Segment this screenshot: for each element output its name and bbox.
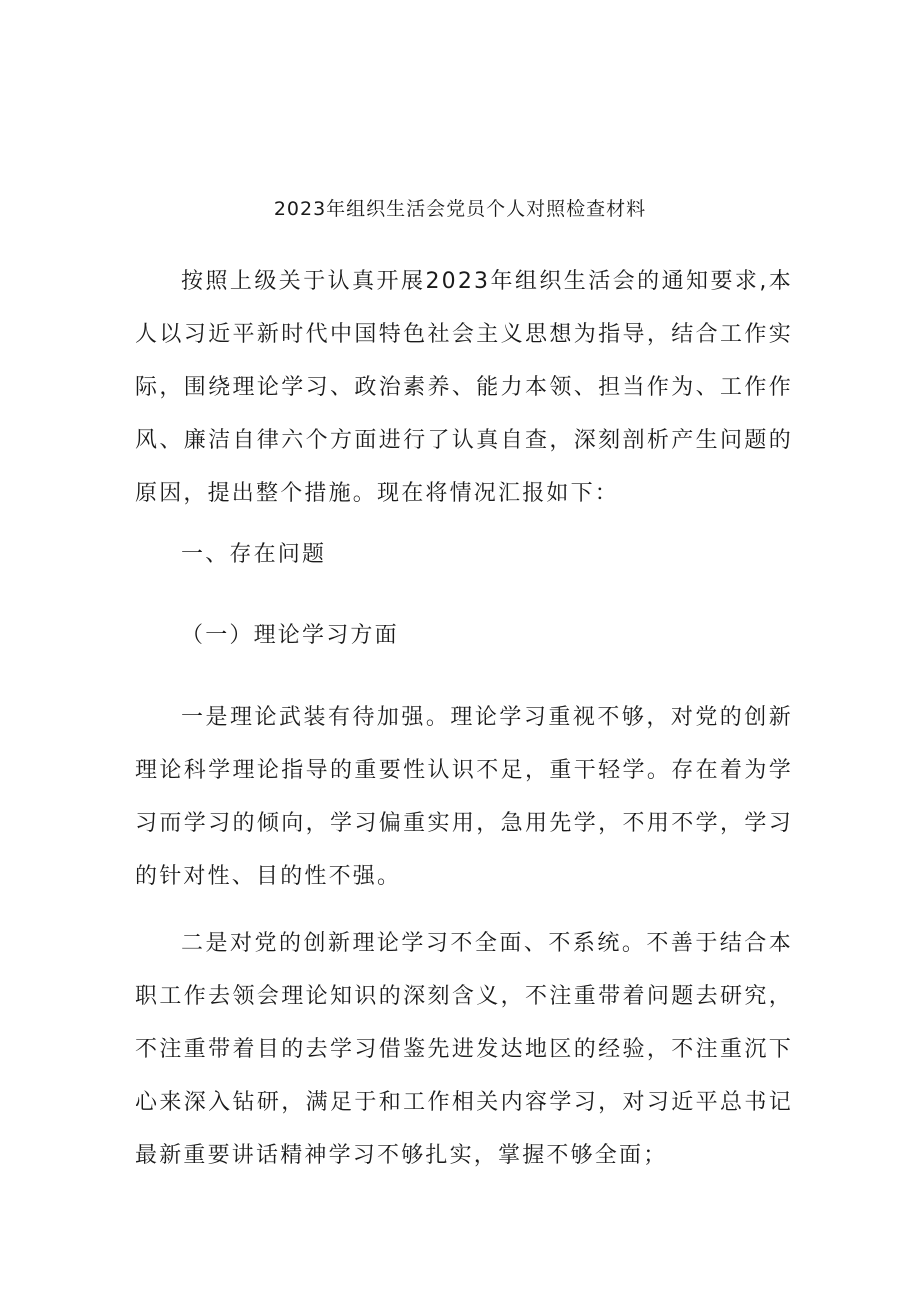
body-paragraph-2: 二是对党的创新理论学习不全面、不系统。不善于结合本职工作去领会理论知识的深刻含义，不注重带着问题去研究，不注重带着目的去学习借鉴先进发达地区的经验，不注重沉下心来深入钻研，满足于和工作相关内容学习，对习近平总书记最新重要讲话精神学习不够扎实，掌握不够全面； (135, 931, 793, 1168)
subsection-heading-theory-study: （一）理论学习方面 (181, 623, 399, 648)
body-paragraph-1: 一是理论武装有待加强。理论学习重视不够，对党的创新理论科学理论指导的重要性认识不足，重干轻学。存在着为学习而学习的倾向，学习偏重实用，急用先学，不用不学，学习的针对性、目的性不强。 (135, 705, 793, 889)
section-heading-problems: 一、存在问题 (181, 542, 327, 567)
intro-paragraph: 按照上级关于认真开展2023年组织生活会的通知要求,本人以习近平新时代中国特色社会主义思想为指导，结合工作实际，围绕理论学习、政治素养、能力本领、担当作为、工作作风、廉洁自律六个方面进行了认真自查，深刻剖析产生问题的原因，提出整个措施。现在将情况汇报如下： (135, 269, 793, 506)
document-title: 2023年组织生活会党员个人对照检查材料 (273, 198, 647, 220)
